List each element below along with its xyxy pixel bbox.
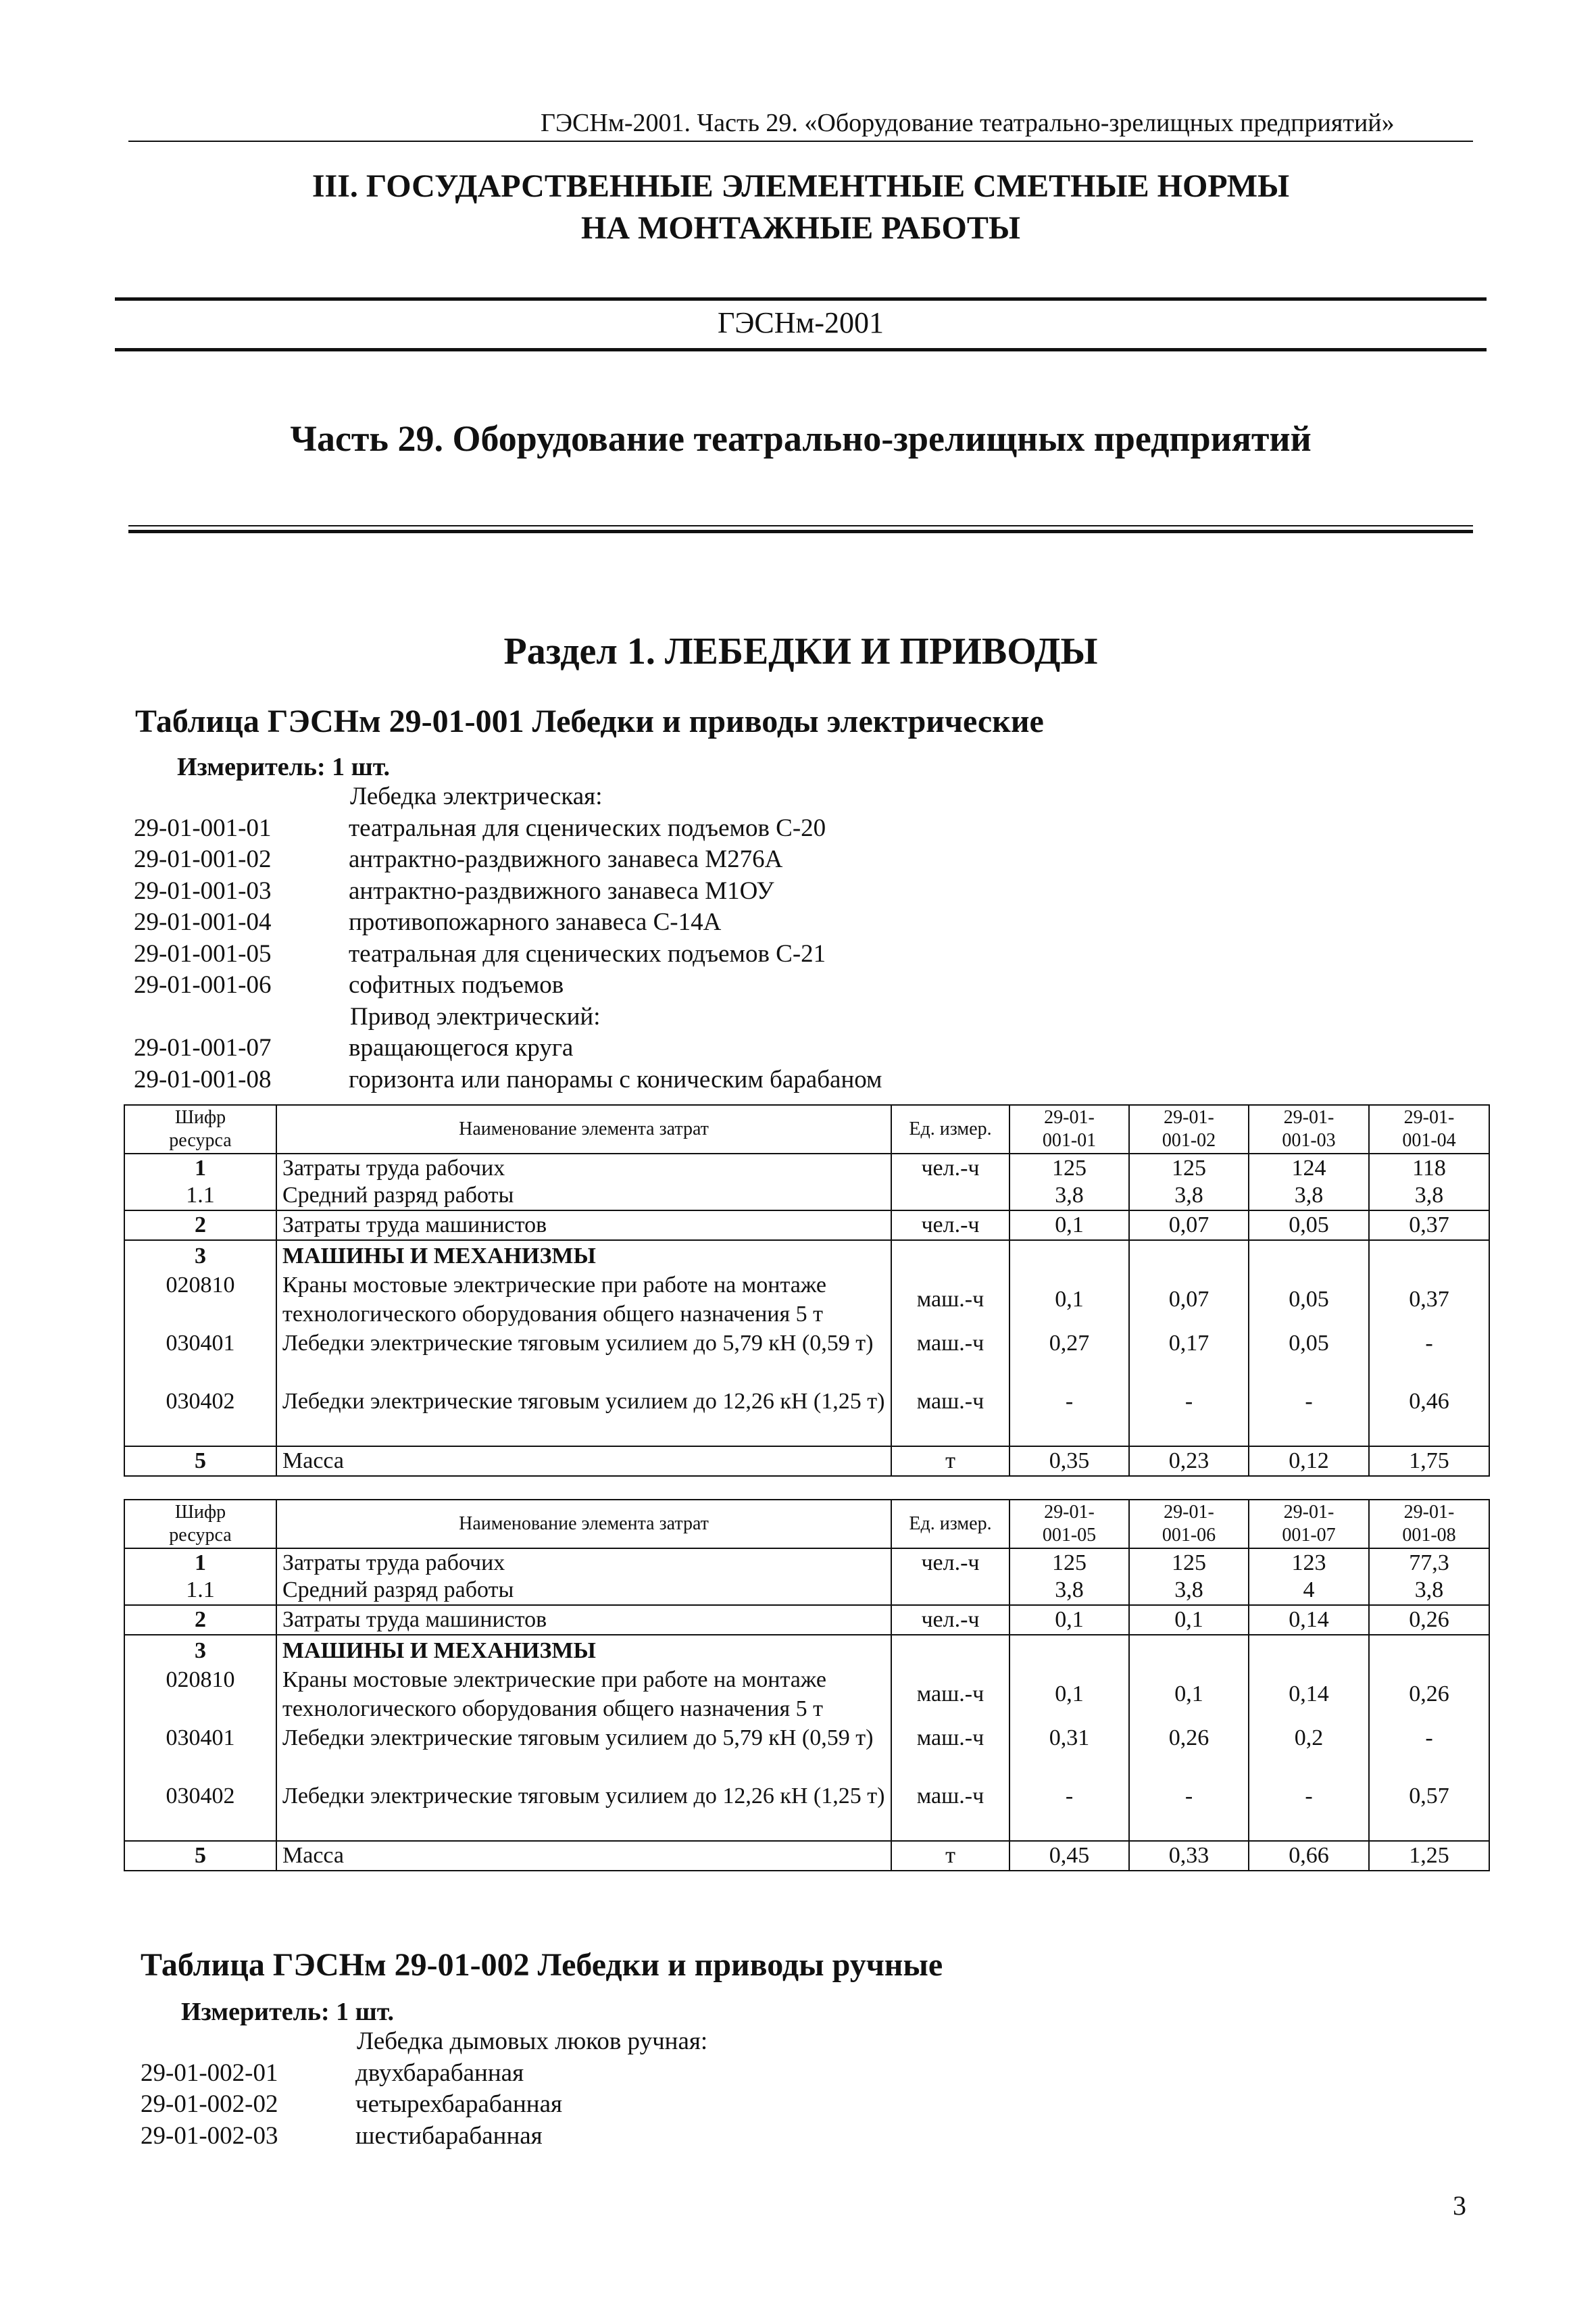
resource-code: 3 020810 030401 030402 [124,1240,276,1446]
table2-unit: Измеритель: 1 шт. [181,1998,395,2026]
list-item [134,970,882,1002]
table-row [124,1446,1489,1476]
list-item [134,1033,882,1064]
value-cell: 124 3,8 [1249,1154,1369,1210]
unit-cell: чел.-ч [891,1605,1009,1635]
resource-code: 2 [124,1210,276,1240]
item-text: антрактно-раздвижного занавеса М1ОУ [349,877,774,905]
table1-title: Таблица ГЭСНм 29-01-001 Лебедки и приводы электрические [135,704,1044,739]
value-cell: 1,25 [1369,1841,1489,1871]
item-code: 29-01-001-01 [134,814,272,842]
value-cell: 1,75 [1369,1446,1489,1476]
header-resource-code: Шифр ресурса [124,1500,276,1548]
list-item [141,2089,707,2121]
value-cell: 0,37 [1369,1210,1489,1240]
item-code: 29-01-001-06 [134,971,272,999]
item-code: 29-01-001-03 [134,877,272,905]
value-cell: 0,1 [1009,1605,1129,1635]
norms-table-2 [124,1499,1490,1871]
value-cell: 0,14 [1249,1605,1369,1635]
value-cell: 0,66 [1249,1841,1369,1871]
item-text: двухбарабанная [355,2059,524,2087]
item-text: четырехбарабанная [355,2090,563,2118]
header-resource-code: Шифр ресурса [124,1105,276,1154]
value-cell: 0,1 0,31 - [1009,1635,1129,1841]
header-norm-code: 29-01- 001-02 [1129,1105,1249,1154]
value-cell: 0,05 0,05 - [1249,1240,1369,1446]
item-code: 29-01-001-07 [134,1034,272,1062]
item-code: 29-01-002-01 [141,2059,278,2087]
item-text: театральная для сценических подъемов С-21 [349,939,826,968]
resource-code: 5 [124,1841,276,1871]
table-row-machines [124,1635,1489,1841]
unit-cell: маш.-ч маш.-ч маш.-ч [891,1240,1009,1446]
header-norm-code: 29-01- 001-03 [1249,1105,1369,1154]
item-code: 29-01-001-02 [134,845,272,873]
resource-code: 1 1.1 [124,1154,276,1210]
unit-cell: маш.-ч маш.-ч маш.-ч [891,1635,1009,1841]
value-cell: 0,12 [1249,1446,1369,1476]
value-cell: 118 3,8 [1369,1154,1489,1210]
cost-element: Затраты труда машинистов [276,1605,891,1635]
value-cell: 125 3,8 [1129,1548,1249,1605]
cost-element: Масса [276,1446,891,1476]
value-cell: 0,26 [1369,1605,1489,1635]
item-text: шестибарабанная [355,2121,543,2150]
table-row [124,1548,1489,1605]
cost-element: Затраты труда рабочих Средний разряд работы [276,1548,891,1605]
main-title [128,166,1473,249]
value-cell: 125 3,8 [1009,1154,1129,1210]
code-label: ГЭСНм-2001 [717,306,884,339]
value-cell: 125 3,8 [1009,1548,1129,1605]
resource-code: 1 1.1 [124,1548,276,1605]
header-cost-element: Наименование элемента затрат [276,1500,891,1548]
part-rule-top [128,525,1473,526]
table1-group-winch: Лебедка электрическая: [350,783,603,810]
item-text: противопожарного занавеса С-14А [349,908,722,936]
table2-title: Таблица ГЭСНм 29-01-002 Лебедки и приводы ручные [141,1947,943,1983]
value-cell: 0,1 0,27 - [1009,1240,1129,1446]
table1-unit: Измеритель: 1 шт. [177,753,391,781]
header-norm-code: 29-01- 001-04 [1369,1105,1489,1154]
resource-code: 3 020810 030401 030402 [124,1635,276,1841]
list-item [134,939,882,970]
table-header-row [124,1500,1489,1548]
header-norm-code: 29-01- 001-05 [1009,1500,1129,1548]
resource-code: 5 [124,1446,276,1476]
code-rule-bottom [115,348,1487,351]
part-title: Часть 29. Оборудование театрально-зрелищных предприятий [290,418,1312,459]
header-unit: Ед. измер. [891,1105,1009,1154]
list-item [141,2058,707,2090]
value-cell: 77,3 3,8 [1369,1548,1489,1605]
list-item [134,844,882,876]
value-cell: 125 3,8 [1129,1154,1249,1210]
value-cell: 0,14 0,2 - [1249,1635,1369,1841]
item-code: 29-01-001-04 [134,908,272,936]
item-code: 29-01-001-05 [134,939,272,968]
unit-cell: чел.-ч [891,1548,1009,1605]
header-norm-code: 29-01- 001-06 [1129,1500,1249,1548]
value-cell: 0,1 [1129,1605,1249,1635]
value-cell: 0,26 - 0,57 [1369,1635,1489,1841]
item-code: 29-01-001-08 [134,1065,272,1093]
unit-cell: т [891,1446,1009,1476]
cost-element: Затраты труда рабочих Средний разряд работы [276,1154,891,1210]
value-cell: 0,07 0,17 - [1129,1240,1249,1446]
table-row [124,1605,1489,1635]
table-row [124,1210,1489,1240]
table2-item-list [141,2026,707,2152]
value-cell: 0,37 - 0,46 [1369,1240,1489,1446]
item-text: антрактно-раздвижного занавеса М276А [349,845,783,873]
table-row [124,1154,1489,1210]
list-item [134,1064,882,1096]
list-item [141,2121,707,2152]
value-cell: 0,35 [1009,1446,1129,1476]
page-number: 3 [1453,2190,1466,2221]
value-cell: 0,23 [1129,1446,1249,1476]
running-head: ГЭСНм-2001. Часть 29. «Оборудование театрально-зрелищных предприятий» [541,109,1395,137]
unit-cell: чел.-ч [891,1210,1009,1240]
main-title-line-2: НА МОНТАЖНЫЕ РАБОТЫ [581,210,1020,246]
value-cell: 0,45 [1009,1841,1129,1871]
table2-group-smoke-hatch: Лебедка дымовых люков ручная: [357,2027,708,2055]
part-rule-bottom [128,530,1473,533]
header-unit: Ед. измер. [891,1500,1009,1548]
header-cost-element: Наименование элемента затрат [276,1105,891,1154]
list-item [134,813,882,845]
header-norm-code: 29-01- 001-07 [1249,1500,1369,1548]
item-text: горизонта или панорамы с коническим барабаном [349,1065,882,1093]
value-cell: 0,05 [1249,1210,1369,1240]
item-text: софитных подъемов [349,971,564,999]
table-row-machines [124,1240,1489,1446]
code-rule-top [115,297,1487,301]
section-title: Раздел 1. ЛЕБЕДКИ И ПРИВОДЫ [503,631,1098,672]
value-cell: 0,1 0,26 - [1129,1635,1249,1841]
value-cell: 0,33 [1129,1841,1249,1871]
cost-element: МАШИНЫ И МЕХАНИЗМЫ Краны мостовые электрические при работе на монтаже технологического оборудования общего назначения 5 т Лебедки электрические тяговым усилием до 5,79 кН (0,59 т) Лебедки электрические тяговым усилием до 12,26 кН (1,25 т) [276,1635,891,1841]
cost-element: Затраты труда машинистов [276,1210,891,1240]
unit-cell: т [891,1841,1009,1871]
value-cell: 0,1 [1009,1210,1129,1240]
running-head-rule [128,141,1473,142]
item-text: вращающегося круга [349,1034,574,1062]
item-code: 29-01-002-02 [141,2090,278,2118]
list-item [134,907,882,939]
main-title-line-1: III. ГОСУДАРСТВЕННЫЕ ЭЛЕМЕНТНЫЕ СМЕТНЫЕ НОРМЫ [311,168,1290,204]
header-norm-code: 29-01- 001-08 [1369,1500,1489,1548]
cost-element: Масса [276,1841,891,1871]
table1-item-list [134,781,882,1096]
resource-code: 2 [124,1605,276,1635]
value-cell: 0,07 [1129,1210,1249,1240]
table-row [124,1841,1489,1871]
item-text: театральная для сценических подъемов С-20 [349,814,826,842]
item-code: 29-01-002-03 [141,2121,278,2150]
header-norm-code: 29-01- 001-01 [1009,1105,1129,1154]
value-cell: 123 4 [1249,1548,1369,1605]
norms-table-1 [124,1104,1490,1477]
unit-cell: чел.-ч [891,1154,1009,1210]
table1-group-drive: Привод электрический: [350,1002,601,1031]
list-item [134,876,882,908]
table-header-row [124,1105,1489,1154]
cost-element: МАШИНЫ И МЕХАНИЗМЫ Краны мостовые электрические при работе на монтаже технологического оборудования общего назначения 5 т Лебедки электрические тяговым усилием до 5,79 кН (0,59 т) Лебедки электрические тяговым усилием до 12,26 кН (1,25 т) [276,1240,891,1446]
